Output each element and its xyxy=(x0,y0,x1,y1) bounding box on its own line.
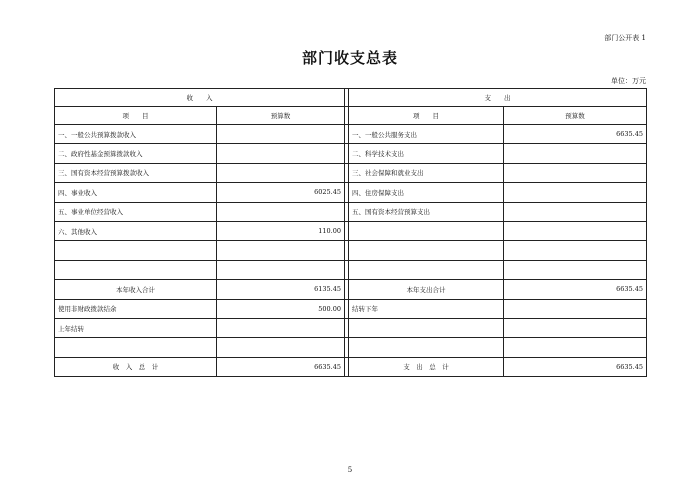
income-subtotal-value: 6135.45 xyxy=(217,280,345,299)
expense-value xyxy=(504,260,647,279)
income-value xyxy=(217,202,345,221)
expense-item: 四、住房保障支出 xyxy=(349,183,504,202)
expense-value xyxy=(504,163,647,182)
expense-item xyxy=(349,260,504,279)
income-item: 二、政府性基金预算拨款收入 xyxy=(55,144,217,163)
income-total-label: 收 入 总 计 xyxy=(55,357,217,376)
expense-item: 结转下年 xyxy=(349,299,504,318)
income-item: 上年结转 xyxy=(55,318,217,337)
table-row xyxy=(55,202,647,221)
income-value xyxy=(217,125,345,144)
expense-item: 二、科学技术支出 xyxy=(349,144,504,163)
income-item: 六、其他收入 xyxy=(55,221,217,240)
expense-item: 五、国有资本经营预算支出 xyxy=(349,202,504,221)
expense-budget-header: 预算数 xyxy=(504,107,647,125)
expense-value xyxy=(504,299,647,318)
table-row xyxy=(55,241,647,260)
income-value xyxy=(217,260,345,279)
expense-value xyxy=(504,318,647,337)
page-title: 部门收支总表 xyxy=(301,49,398,67)
expense-item xyxy=(349,318,504,337)
income-item: 一、一般公共预算拨款收入 xyxy=(55,125,217,144)
income-expense-table xyxy=(54,88,647,377)
income-value: 500.00 xyxy=(217,299,345,318)
spacer-row xyxy=(55,338,647,357)
income-item: 使用非财政拨款结余 xyxy=(55,299,217,318)
expense-item: 一、一般公共服务支出 xyxy=(349,125,504,144)
total-row xyxy=(55,357,647,376)
income-item-header: 项 目 xyxy=(55,107,217,125)
table-column-header xyxy=(55,107,647,125)
expense-value xyxy=(504,183,647,202)
expense-item: 三、社会保障和就业支出 xyxy=(349,163,504,182)
expense-value: 6635.45 xyxy=(504,125,647,144)
income-item xyxy=(55,241,217,260)
table-row xyxy=(55,299,647,318)
income-subtotal-label: 本年收入合计 xyxy=(55,280,217,299)
expense-total-value: 6635.45 xyxy=(504,357,647,376)
income-item: 四、事业收入 xyxy=(55,183,217,202)
expense-value xyxy=(504,241,647,260)
table-row xyxy=(55,183,647,202)
expense-total-label: 支 出 总 计 xyxy=(349,357,504,376)
table-row xyxy=(55,318,647,337)
income-value xyxy=(217,241,345,260)
income-value xyxy=(217,318,345,337)
income-value: 110.00 xyxy=(217,221,345,240)
expense-subtotal-value: 6635.45 xyxy=(504,280,647,299)
income-item: 五、事业单位经营收入 xyxy=(55,202,217,221)
expense-value xyxy=(504,144,647,163)
expense-item xyxy=(349,221,504,240)
subtotal-row xyxy=(55,280,647,299)
income-item: 三、国有资本经营预算拨款收入 xyxy=(55,163,217,182)
table-row xyxy=(55,144,647,163)
expense-item xyxy=(349,241,504,260)
income-value: 6025.45 xyxy=(217,183,345,202)
unit-label: 单位：万元 xyxy=(611,77,646,85)
expense-value xyxy=(504,202,647,221)
table-section-header xyxy=(55,89,647,107)
page-number: 5 xyxy=(347,466,353,474)
table-row xyxy=(55,221,647,240)
income-item xyxy=(55,260,217,279)
table-tag: 部门公开表 1 xyxy=(604,34,646,42)
income-value xyxy=(217,163,345,182)
income-header: 收 入 xyxy=(55,89,345,107)
income-value xyxy=(217,144,345,163)
income-budget-header: 预算数 xyxy=(217,107,345,125)
income-total-value: 6635.45 xyxy=(217,357,345,376)
expense-value xyxy=(504,221,647,240)
table-row xyxy=(55,125,647,144)
table-row xyxy=(55,260,647,279)
table-row xyxy=(55,163,647,182)
expense-header: 支 出 xyxy=(349,89,647,107)
expense-subtotal-label: 本年支出合计 xyxy=(349,280,504,299)
expense-item-header: 项 目 xyxy=(349,107,504,125)
